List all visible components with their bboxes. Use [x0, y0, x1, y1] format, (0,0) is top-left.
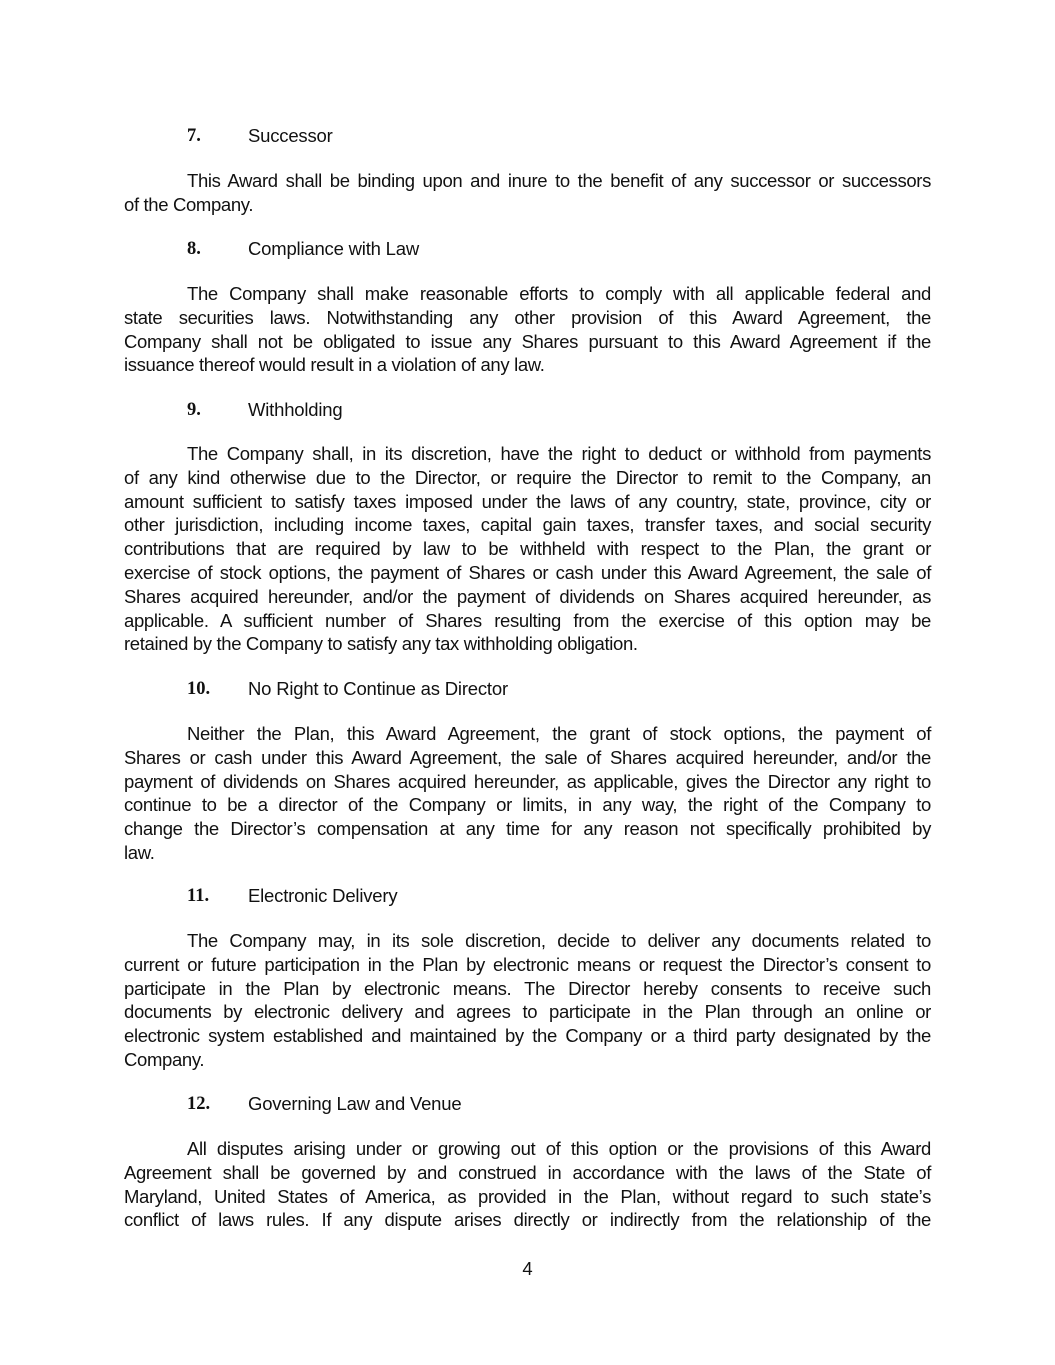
section-number: 12. — [187, 1094, 211, 1114]
paragraph-line: Neither the Plan, this Award Agreement, the grant of stock options, the payment of — [187, 723, 931, 744]
paragraph-line: of any kind otherwise due to the Director, or require the Director to remit to the Company, an — [124, 466, 931, 488]
section-number: 10. — [187, 679, 211, 699]
paragraph-line: This Award shall be binding upon and inure to the benefit of any successor or successors — [187, 170, 931, 191]
page-number: 4 — [522, 1258, 533, 1279]
section-number: 9. — [187, 400, 201, 420]
paragraph-line: applicable. A sufficient number of Shares resulting from the exercise of this option may be — [124, 609, 931, 631]
paragraph-line: other jurisdiction, including income taxes, capital gain taxes, transfer taxes, and social security — [124, 514, 931, 536]
section-title: Compliance with Law — [248, 238, 420, 259]
paragraph-line: contributions that are required by law to be withheld with respect to the Plan, the grant or — [124, 538, 931, 560]
paragraph-line: payment of dividends on Shares acquired hereunder, as applicable, gives the Director any right to — [124, 770, 931, 792]
paragraph-line: electronic system established and maintained by the Company or a third party designated by the — [124, 1025, 931, 1047]
paragraph-line: retained by the Company to satisfy any tax withholding obligation. — [124, 633, 638, 655]
paragraph-line: issuance thereof would result in a violation of any law. — [124, 354, 545, 376]
section-title: Governing Law and Venue — [248, 1093, 462, 1114]
section-title: Successor — [248, 125, 333, 146]
paragraph-line: documents by electronic delivery and agrees to participate in the Plan through an online or — [124, 1001, 931, 1023]
paragraph-line: Agreement shall be governed by and construed in accordance with the laws of the State of — [124, 1161, 931, 1183]
section-number: 11. — [187, 886, 210, 906]
section-number: 7. — [187, 126, 201, 146]
paragraph-line: Shares or cash under this Award Agreement, the sale of Shares acquired hereunder, and/or the — [124, 746, 931, 768]
paragraph-line: Company. — [124, 1048, 205, 1070]
paragraph-line: All disputes arising under or growing out of this option or the provisions of this Award — [187, 1138, 931, 1159]
section-number: 8. — [187, 239, 201, 259]
paragraph-line: Shares acquired hereunder, and/or the payment of dividends on Shares acquired hereunder, as — [124, 585, 931, 607]
paragraph-line: participate in the Plan by electronic means. The Director hereby consents to receive such — [124, 977, 931, 999]
paragraph-line: continue to be a director of the Company or limits, in any way, the right of the Company to — [124, 794, 931, 816]
paragraph-line: current or future participation in the Plan by electronic means or request the Director’s consent to — [124, 953, 931, 975]
paragraph-line: Maryland, United States of America, as provided in the Plan, without regard to such state’s — [124, 1185, 931, 1207]
section-title: Electronic Delivery — [248, 885, 398, 906]
paragraph-line: Company shall not be obligated to issue any Shares pursuant to this Award Agreement if the — [124, 330, 931, 352]
paragraph-line: amount sufficient to satisfy taxes imposed under the laws of any country, state, province, city or — [124, 490, 931, 512]
section-body-11 — [124, 929, 931, 1072]
section-body-8 — [124, 282, 931, 377]
section-body-9 — [124, 442, 931, 656]
paragraph-line: change the Director’s compensation at any time for any reason not specifically prohibited by — [124, 818, 931, 840]
section-body-12 — [124, 1137, 931, 1232]
section-body-7 — [124, 169, 931, 217]
paragraph-line: law. — [124, 841, 155, 863]
paragraph-line: The Company may, in its sole discretion, decide to deliver any documents related to — [187, 930, 931, 951]
section-title: Withholding — [248, 399, 343, 420]
paragraph-line: conflict of laws rules. If any dispute arises directly or indirectly from the relationship of the — [124, 1209, 931, 1231]
paragraph-line: The Company shall, in its discretion, have the right to deduct or withhold from payments — [187, 443, 931, 464]
section-title: No Right to Continue as Director — [248, 678, 508, 699]
paragraph-line: exercise of stock options, the payment of Shares or cash under this Award Agreement, the sale of — [124, 561, 931, 583]
paragraph-line: of the Company. — [124, 193, 254, 215]
section-body-10 — [124, 722, 931, 865]
paragraph-line: The Company shall make reasonable efforts to comply with all applicable federal and — [187, 283, 931, 304]
paragraph-line: state securities laws. Notwithstanding any other provision of this Award Agreement, the — [124, 306, 931, 328]
